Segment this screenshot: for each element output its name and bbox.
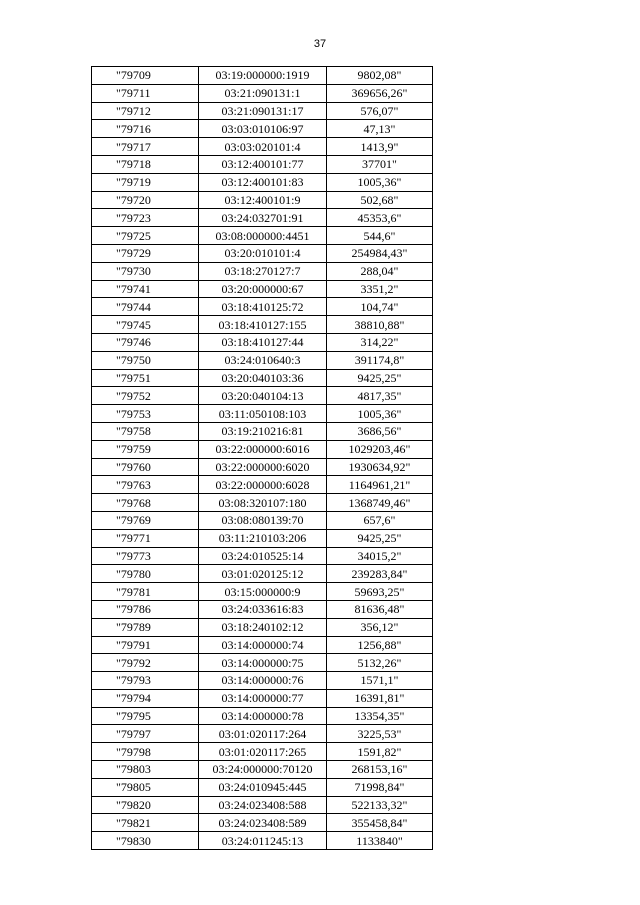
record-code-cell: "79716 [92, 120, 199, 138]
table-row [92, 369, 433, 387]
table-row [92, 458, 433, 476]
cadastral-number-cell: 03:19:000000:1919 [199, 67, 327, 85]
cadastral-number-cell: 03:12:400101:9 [199, 191, 327, 209]
data-table [91, 66, 433, 850]
cadastral-number-cell: 03:24:023408:588 [199, 796, 327, 814]
value-cell: 38810,88" [327, 316, 433, 334]
record-code-cell: "79773 [92, 547, 199, 565]
table-row [92, 262, 433, 280]
table-row [92, 67, 433, 85]
table-row [92, 725, 433, 743]
value-cell: 1368749,46" [327, 494, 433, 512]
record-code-cell: "79798 [92, 743, 199, 761]
record-code-cell: "79797 [92, 725, 199, 743]
record-code-cell: "79719 [92, 173, 199, 191]
value-cell: 104,74" [327, 298, 433, 316]
value-cell: 1029203,46" [327, 440, 433, 458]
record-code-cell: "79786 [92, 600, 199, 618]
table-row [92, 476, 433, 494]
cadastral-number-cell: 03:14:000000:78 [199, 707, 327, 725]
value-cell: 16391,81" [327, 689, 433, 707]
table-row [92, 707, 433, 725]
cadastral-number-cell: 03:08:080139:70 [199, 511, 327, 529]
value-cell: 288,04" [327, 262, 433, 280]
value-cell: 254984,43" [327, 244, 433, 262]
value-cell: 314,22" [327, 333, 433, 351]
record-code-cell: "79723 [92, 209, 199, 227]
cadastral-number-cell: 03:18:410127:44 [199, 333, 327, 351]
table-row [92, 84, 433, 102]
value-cell: 576,07" [327, 102, 433, 120]
cadastral-number-cell: 03:24:033616:83 [199, 600, 327, 618]
table-body [92, 67, 433, 850]
value-cell: 4817,35" [327, 387, 433, 405]
table-row [92, 316, 433, 334]
value-cell: 239283,84" [327, 565, 433, 583]
value-cell: 45353,6" [327, 209, 433, 227]
cadastral-number-cell: 03:18:410125:72 [199, 298, 327, 316]
value-cell: 1164961,21" [327, 476, 433, 494]
cadastral-number-cell: 03:21:090131:17 [199, 102, 327, 120]
value-cell: 369656,26" [327, 84, 433, 102]
value-cell: 1571,1" [327, 672, 433, 690]
cadastral-number-cell: 03:03:010106:97 [199, 120, 327, 138]
cadastral-number-cell: 03:12:400101:83 [199, 173, 327, 191]
cadastral-number-cell: 03:20:040103:36 [199, 369, 327, 387]
record-code-cell: "79771 [92, 529, 199, 547]
record-code-cell: "79803 [92, 761, 199, 779]
record-code-cell: "79746 [92, 333, 199, 351]
table-row [92, 422, 433, 440]
table-row [92, 209, 433, 227]
value-cell: 391174,8" [327, 351, 433, 369]
value-cell: 34015,2" [327, 547, 433, 565]
record-code-cell: "79763 [92, 476, 199, 494]
table-row [92, 227, 433, 245]
record-code-cell: "79720 [92, 191, 199, 209]
table-row [92, 672, 433, 690]
table-row [92, 547, 433, 565]
record-code-cell: "79830 [92, 832, 199, 850]
record-code-cell: "79752 [92, 387, 199, 405]
table-row [92, 387, 433, 405]
table-row [92, 298, 433, 316]
record-code-cell: "79741 [92, 280, 199, 298]
record-code-cell: "79789 [92, 618, 199, 636]
record-code-cell: "79821 [92, 814, 199, 832]
value-cell: 37701" [327, 155, 433, 173]
value-cell: 13354,35" [327, 707, 433, 725]
cadastral-number-cell: 03:20:010101:4 [199, 244, 327, 262]
record-code-cell: "79711 [92, 84, 199, 102]
cadastral-number-cell: 03:08:320107:180 [199, 494, 327, 512]
record-code-cell: "79768 [92, 494, 199, 512]
table-row [92, 529, 433, 547]
value-cell: 1005,36" [327, 405, 433, 423]
cadastral-number-cell: 03:20:040104:13 [199, 387, 327, 405]
cadastral-number-cell: 03:24:011245:13 [199, 832, 327, 850]
cadastral-number-cell: 03:24:032701:91 [199, 209, 327, 227]
cadastral-number-cell: 03:15:000000:9 [199, 583, 327, 601]
value-cell: 59693,25" [327, 583, 433, 601]
cadastral-number-cell: 03:14:000000:77 [199, 689, 327, 707]
table-row [92, 120, 433, 138]
value-cell: 657,6" [327, 511, 433, 529]
value-cell: 544,6" [327, 227, 433, 245]
table-row [92, 494, 433, 512]
cadastral-number-cell: 03:01:020125:12 [199, 565, 327, 583]
record-code-cell: "79793 [92, 672, 199, 690]
record-code-cell: "79805 [92, 778, 199, 796]
value-cell: 9425,25" [327, 529, 433, 547]
record-code-cell: "79769 [92, 511, 199, 529]
table-row [92, 689, 433, 707]
table-row [92, 636, 433, 654]
table-row [92, 814, 433, 832]
cadastral-number-cell: 03:08:000000:4451 [199, 227, 327, 245]
table-row [92, 280, 433, 298]
table-row [92, 600, 433, 618]
cadastral-number-cell: 03:18:240102:12 [199, 618, 327, 636]
value-cell: 81636,48" [327, 600, 433, 618]
cadastral-number-cell: 03:18:270127:7 [199, 262, 327, 280]
record-code-cell: "79750 [92, 351, 199, 369]
cadastral-number-cell: 03:24:010945:445 [199, 778, 327, 796]
value-cell: 1413,9" [327, 138, 433, 156]
value-cell: 1256,88" [327, 636, 433, 654]
value-cell: 1133840" [327, 832, 433, 850]
value-cell: 3351,2" [327, 280, 433, 298]
value-cell: 9802,08" [327, 67, 433, 85]
cadastral-number-cell: 03:22:000000:6020 [199, 458, 327, 476]
value-cell: 1591,82" [327, 743, 433, 761]
table-row [92, 832, 433, 850]
table-row [92, 244, 433, 262]
value-cell: 3225,53" [327, 725, 433, 743]
record-code-cell: "79745 [92, 316, 199, 334]
record-code-cell: "79792 [92, 654, 199, 672]
cadastral-number-cell: 03:14:000000:76 [199, 672, 327, 690]
table-row [92, 405, 433, 423]
value-cell: 356,12" [327, 618, 433, 636]
cadastral-number-cell: 03:12:400101:77 [199, 155, 327, 173]
cadastral-number-cell: 03:18:410127:155 [199, 316, 327, 334]
record-code-cell: "79718 [92, 155, 199, 173]
table-row [92, 761, 433, 779]
value-cell: 3686,56" [327, 422, 433, 440]
value-cell: 268153,16" [327, 761, 433, 779]
table-row [92, 155, 433, 173]
table-row [92, 351, 433, 369]
record-code-cell: "79758 [92, 422, 199, 440]
cadastral-number-cell: 03:22:000000:6016 [199, 440, 327, 458]
record-code-cell: "79760 [92, 458, 199, 476]
cadastral-number-cell: 03:20:000000:67 [199, 280, 327, 298]
page-number: 37 [313, 38, 327, 50]
record-code-cell: "79717 [92, 138, 199, 156]
value-cell: 522133,32" [327, 796, 433, 814]
cadastral-number-cell: 03:22:000000:6028 [199, 476, 327, 494]
cadastral-number-cell: 03:11:050108:103 [199, 405, 327, 423]
record-code-cell: "79729 [92, 244, 199, 262]
table-row [92, 102, 433, 120]
table-row [92, 191, 433, 209]
table-row [92, 778, 433, 796]
record-code-cell: "79791 [92, 636, 199, 654]
cadastral-number-cell: 03:11:210103:206 [199, 529, 327, 547]
record-code-cell: "79753 [92, 405, 199, 423]
cadastral-number-cell: 03:24:023408:589 [199, 814, 327, 832]
value-cell: 355458,84" [327, 814, 433, 832]
cadastral-number-cell: 03:14:000000:74 [199, 636, 327, 654]
cadastral-number-cell: 03:19:210216:81 [199, 422, 327, 440]
record-code-cell: "79712 [92, 102, 199, 120]
cadastral-number-cell: 03:01:020117:264 [199, 725, 327, 743]
cadastral-number-cell: 03:03:020101:4 [199, 138, 327, 156]
record-code-cell: "79780 [92, 565, 199, 583]
table-row [92, 743, 433, 761]
cadastral-number-cell: 03:24:010525:14 [199, 547, 327, 565]
value-cell: 502,68" [327, 191, 433, 209]
table-row [92, 440, 433, 458]
value-cell: 1005,36" [327, 173, 433, 191]
record-code-cell: "79781 [92, 583, 199, 601]
table-row [92, 511, 433, 529]
value-cell: 47,13" [327, 120, 433, 138]
cadastral-number-cell: 03:14:000000:75 [199, 654, 327, 672]
record-code-cell: "79725 [92, 227, 199, 245]
value-cell: 71998,84" [327, 778, 433, 796]
cadastral-number-cell: 03:24:000000:70120 [199, 761, 327, 779]
table-row [92, 796, 433, 814]
table-row [92, 138, 433, 156]
record-code-cell: "79759 [92, 440, 199, 458]
table-row [92, 618, 433, 636]
cadastral-number-cell: 03:24:010640:3 [199, 351, 327, 369]
record-code-cell: "79744 [92, 298, 199, 316]
table-row [92, 654, 433, 672]
table-row [92, 333, 433, 351]
cadastral-number-cell: 03:21:090131:1 [199, 84, 327, 102]
record-code-cell: "79820 [92, 796, 199, 814]
value-cell: 1930634,92" [327, 458, 433, 476]
value-cell: 9425,25" [327, 369, 433, 387]
table-row [92, 173, 433, 191]
record-code-cell: "79795 [92, 707, 199, 725]
value-cell: 5132,26" [327, 654, 433, 672]
table-row [92, 583, 433, 601]
record-code-cell: "79709 [92, 67, 199, 85]
record-code-cell: "79794 [92, 689, 199, 707]
cadastral-number-cell: 03:01:020117:265 [199, 743, 327, 761]
table-row [92, 565, 433, 583]
record-code-cell: "79751 [92, 369, 199, 387]
record-code-cell: "79730 [92, 262, 199, 280]
